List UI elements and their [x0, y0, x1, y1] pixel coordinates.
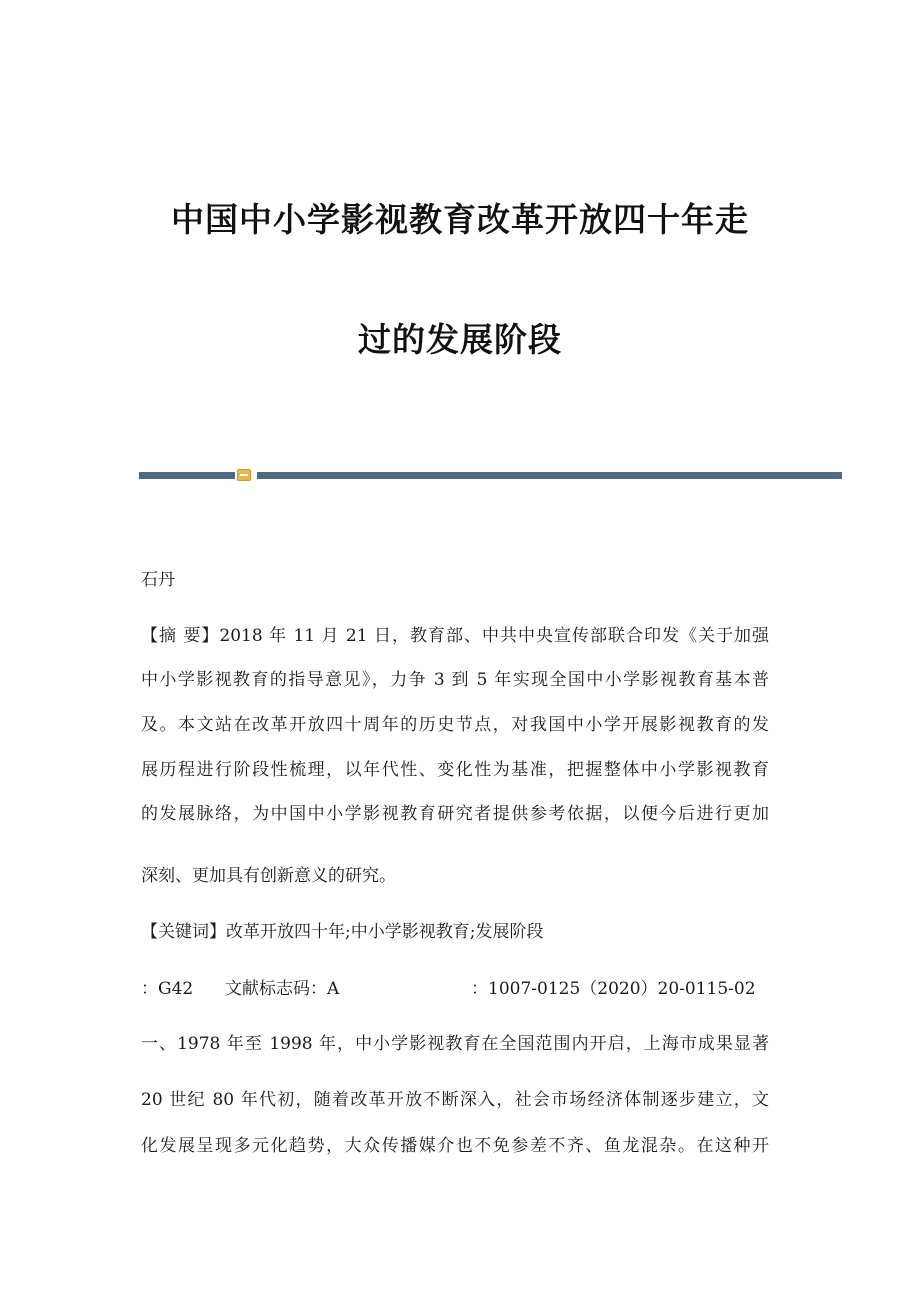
body-line: 化发展呈现多元化趋势，大众传播媒介也不免参差不齐、鱼龙混杂。在这种开 — [141, 1136, 769, 1156]
clc-number: ：G42 — [141, 979, 194, 999]
document-title-line-2: 过的发展阶段 — [358, 320, 562, 359]
metadata-row — [141, 978, 781, 1000]
divider-badge-icon — [237, 469, 251, 481]
document-code: 文献标志码：A — [225, 979, 340, 999]
body-line: 20 世纪 80 年代初，随着改革开放不断深入，社会市场经济体制逐步建立，文 — [141, 1090, 769, 1110]
abstract-line: 中小学影视教育的指导意见》，力争 3 到 5 年实现全国中小学影视教育基本普 — [141, 670, 769, 690]
author: 石丹 — [141, 570, 175, 590]
divider-bar-right — [257, 472, 842, 479]
abstract-line: 展历程进行阶段性梳理，以年代性、变化性为基准，把握整体中小学影视教育 — [141, 760, 769, 780]
abstract-line: 【摘 要】2018 年 11 月 21 日，教育部、中共中央宣传部联合印发《关于加强 — [141, 626, 769, 646]
title-divider — [139, 469, 842, 481]
article-id: ：1007-0125（2020）20-0115-02 — [471, 979, 756, 999]
divider-bar-left — [139, 472, 235, 479]
abstract-line: 的发展脉络，为中国中小学影视教育研究者提供参考依据，以便今后进行更加 — [141, 804, 769, 824]
keywords: 【关键词】改革开放四十年;中小学影视教育;发展阶段 — [141, 922, 544, 942]
abstract-line: 深刻、更加具有创新意义的研究。 — [141, 866, 396, 886]
abstract-line: 及。本文站在改革开放四十周年的历史节点，对我国中小学开展影视教育的发 — [141, 715, 769, 735]
document-title-line-1: 中国中小学影视教育改革开放四十年走 — [171, 200, 749, 239]
section-heading: 一、1978 年至 1998 年，中小学影视教育在全国范围内开启，上海市成果显著 — [141, 1034, 769, 1054]
